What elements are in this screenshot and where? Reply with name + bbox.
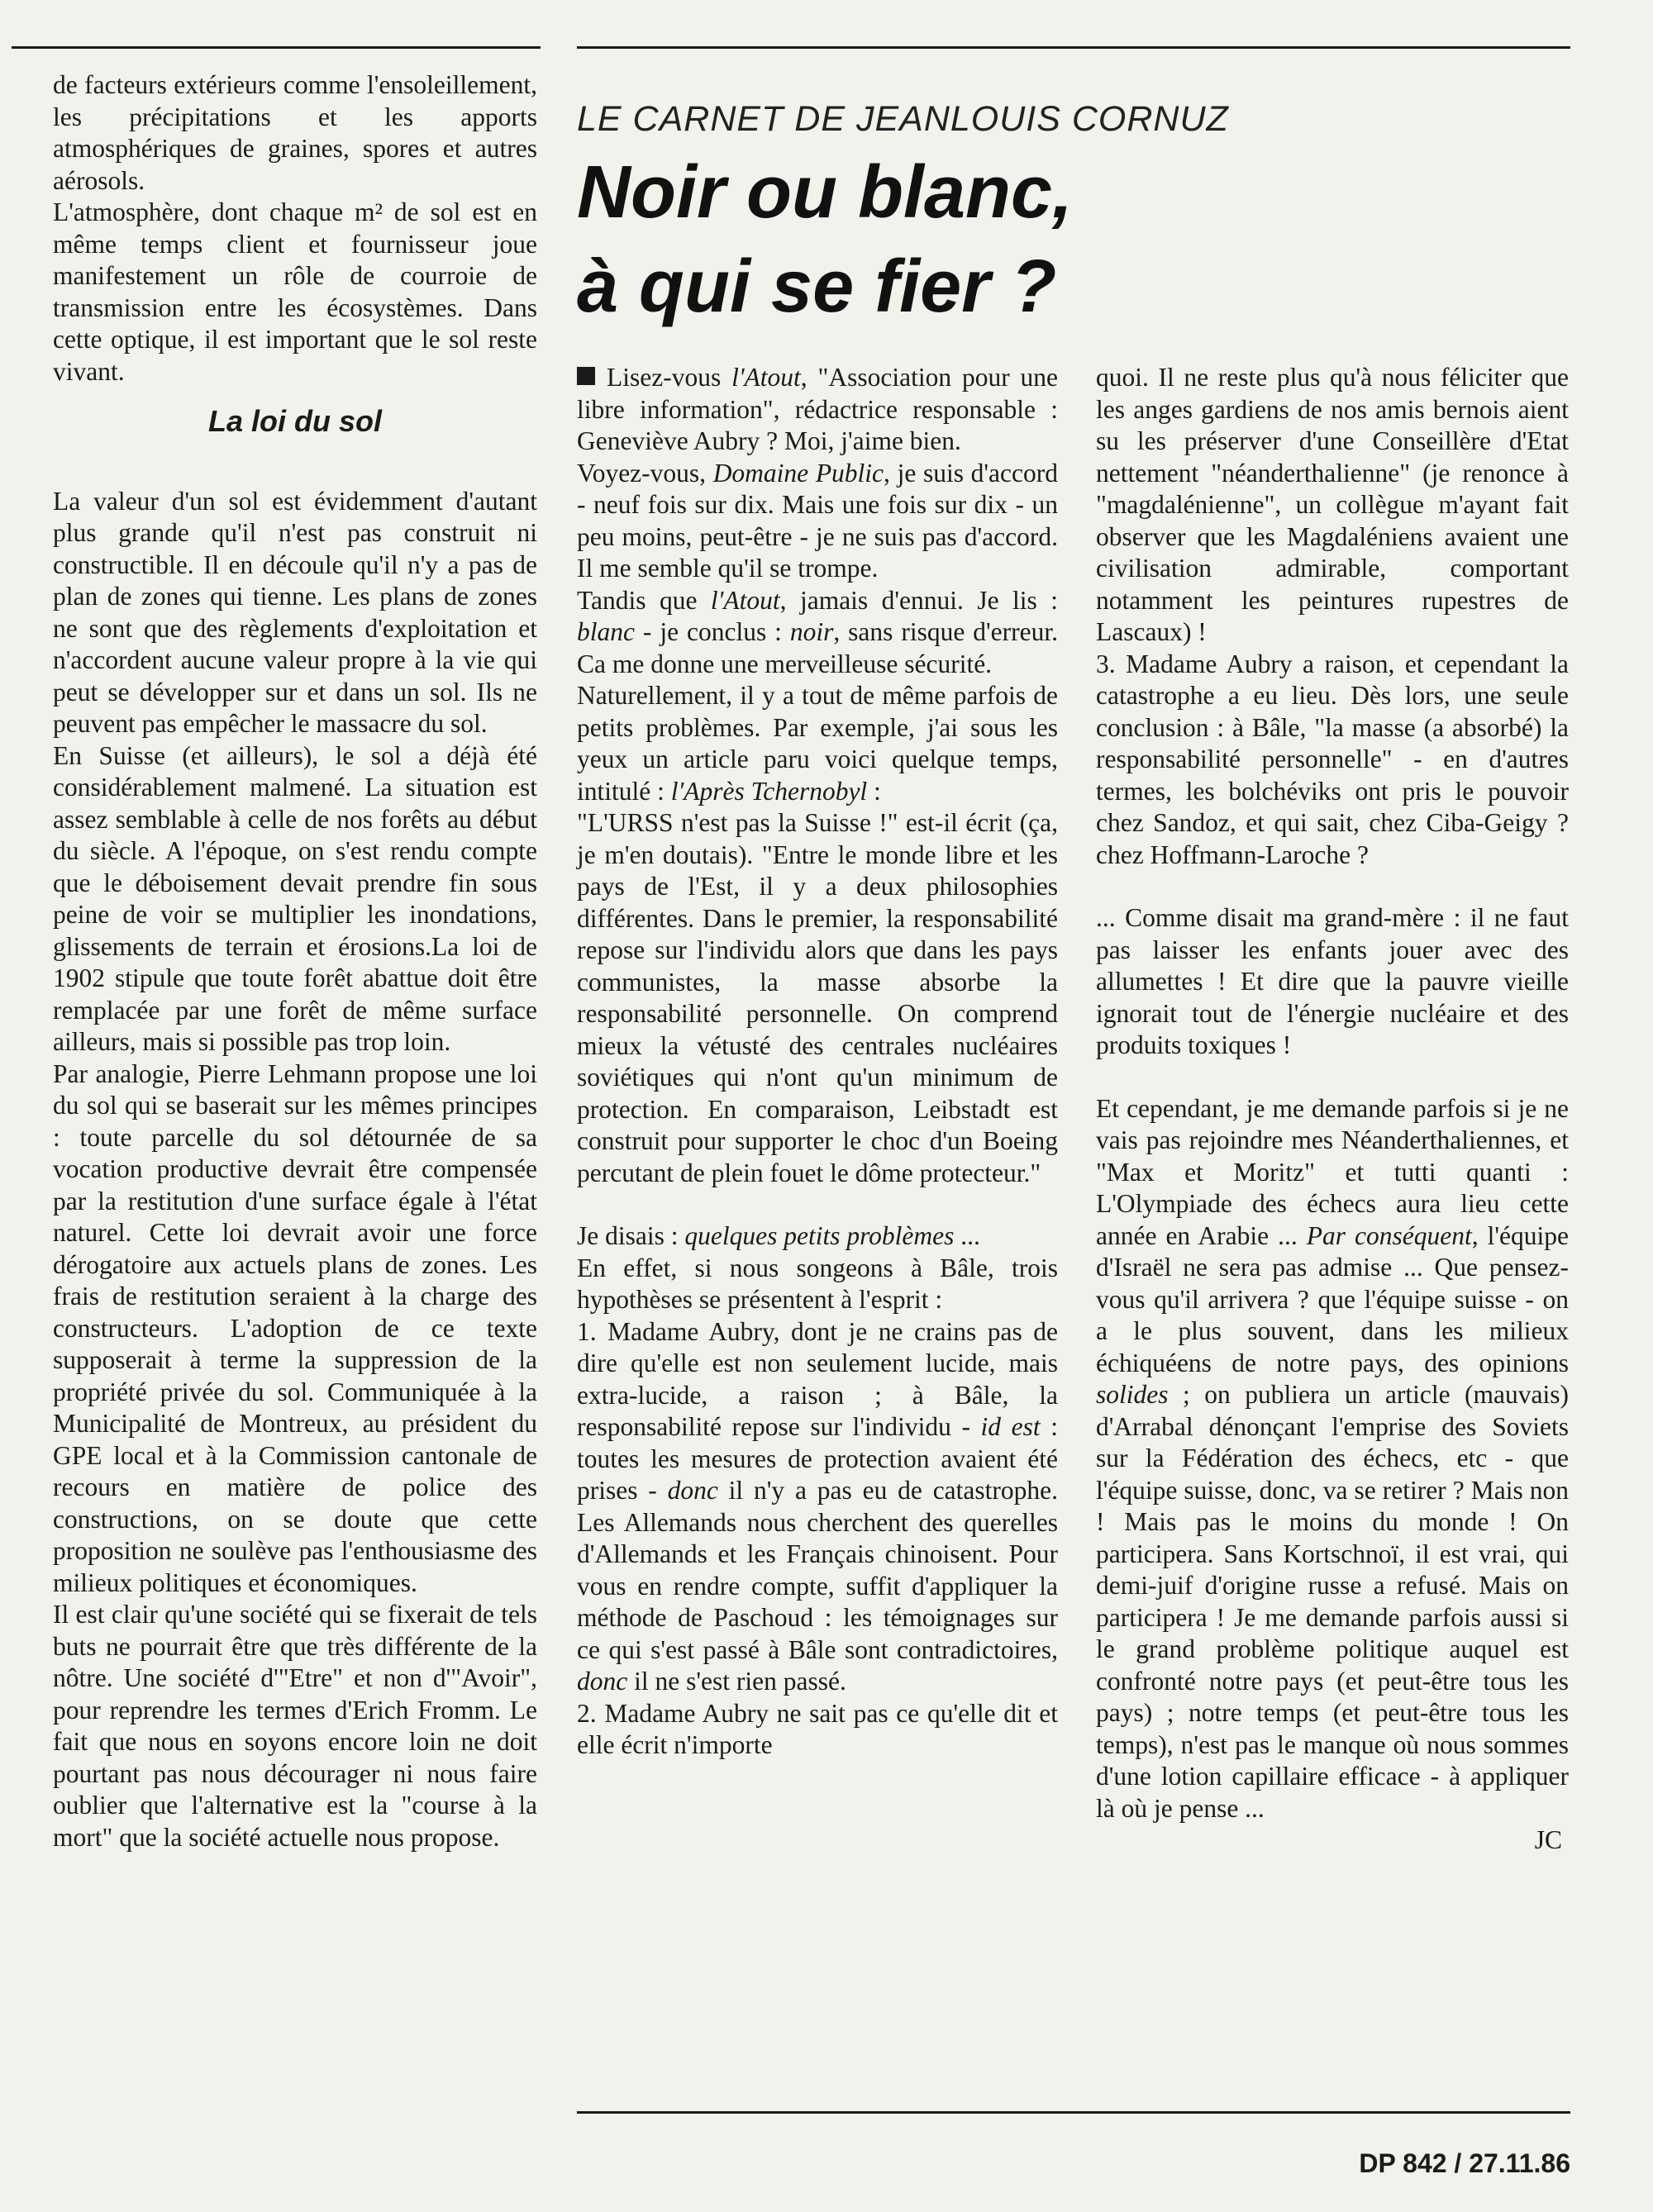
issue-footer: DP 842 / 27.11.86 — [1359, 2148, 1570, 2178]
mid-paragraph-8: 1. Madame Aubry, dont je ne crains pas de dire qu'elle est non seulement lucide, mais extra-lucide, a raison ; à Bâle, la responsabilité repose sur l'individu - id est : toutes les mesures de protection avaient été prises - donc il n'y a pas eu de catastrophe. Les Allemands nous cherchent des querelles d'Allemands et les Français chinoisent. Pour vous en rendre compte, suffit d'appliquer la méthode de Paschoud : les témoignages sur ce qui s'est passé à Bâle sont contradictoires, donc il ne s'est rien passé. — [577, 1316, 1058, 1696]
paragraph-gap — [1096, 871, 1569, 902]
left-paragraph-4: En Suisse (et ailleurs), le sol a déjà été considérablement malmené. La situation est assez semblable à celle de nos forêts au début du siècle. A l'époque, on s'est rendu compte que le déboisement devait prendre fin sous peine de voir se multiplier les inondations, glissements de terrain et érosions.La loi de 1902 stipule que toute forêt abattue doit être remplacée par une forêt de même surface ailleurs, mais si possible pas trop loin. — [53, 740, 537, 1056]
right-paragraph-2: 3. Madame Aubry a raison, et cependant la catastrophe a eu lieu. Dès lors, une seule conclusion : à Bâle, "la masse (a absorbé) la responsabilité personnelle" - en d'autres termes, les bolchéviks ont pris le pouvoir chez Sandoz, et qui sait, chez Ciba-Geigy ? chez Hoffmann-Laroche ? — [1096, 649, 1569, 869]
article-kicker: LE CARNET DE JEANLOUIS CORNUZ — [577, 99, 1229, 139]
mid-paragraph-1: Lisez-vous l'Atout, "Association pour une libre information", rédactrice responsable : Geneviève Aubry ? Moi, j'aime bien. — [577, 363, 1059, 455]
headline-line-2: à qui se fier ? — [577, 245, 1057, 328]
left-column-top-rule — [12, 46, 541, 49]
mid-paragraph-9: 2. Madame Aubry ne sait pas ce qu'elle dit et elle écrit n'importe — [577, 1698, 1058, 1759]
paragraph-gap — [577, 1189, 1058, 1220]
author-signature: JC — [1534, 1825, 1562, 1854]
mid-paragraph-5: "L'URSS n'est pas la Suisse !" est-il écrit (ça, je m'en doutais). "Entre le monde libre et les pays de l'Est, il y a deux philosophies différentes. Dans le premier, la responsabilité repose sur l'individu alors que dans les pays communistes, la masse absorbe la responsabilité personnelle. On comprend mieux la vétusté des centrales nucléaires soviétiques qui n'ont qu'un minimum de protection. En comparaison, Leibstadt est construit pour supporter le choc d'un Boeing percutant de plein fouet le dôme protecteur." — [577, 808, 1058, 1187]
left-paragraph-3: La valeur d'un sol est évidemment d'autant plus grande qu'il n'est pas construit ni constructible. Il en découle qu'il n'y a pas de plan de zones qui tienne. Les plans de zones ne sont que des règlements d'exploitation et n'accordent aucune valeur propre à la vie qui peut se développer sur et dans un sol. Ils ne peuvent pas empêcher le massacre du sol. — [53, 486, 537, 738]
mid-paragraph-2: Voyez-vous, Domaine Public, je suis d'accord - neuf fois sur dix. Mais une fois sur dix - un peu moins, peut-être - je ne suis pas d'accord. Il me semble qu'il se trompe. — [577, 458, 1058, 583]
article-column-right — [1096, 362, 1569, 1857]
left-paragraph-6: Il est clair qu'une société qui se fixerait de tels buts ne pourrait être que très différente de la nôtre. Une société d'"Etre" et non d'"Avoir", pour reprendre les termes d'Erich Fromm. Le fait que nous en soyons encore loin ne doit pourtant pas nous décourager ni nous faire oublier que l'alternative est la "course à la mort" que la société actuelle nous propose. — [53, 1600, 537, 1852]
article-headline — [577, 145, 1569, 334]
mid-paragraph-4: Naturellement, il y a tout de même parfois de petits problèmes. Par exemple, j'ai sous les yeux un article paru voici quelque temps, intitulé : l'Après Tchernobyl : — [577, 681, 1058, 806]
right-paragraph-3: ... Comme disait ma grand-mère : il ne faut pas laisser les enfants jouer avec des allumettes ! Et dire que la pauvre vieille ignorait tout de l'énergie nucléaire et des produits toxiques ! — [1096, 903, 1569, 1059]
right-paragraph-4: Et cependant, je me demande parfois si je ne vais pas rejoindre mes Néanderthaliennes, et "Max et Moritz" et tutti quanti : L'Olympiade des échecs aura lieu cette année en Arabie ... Par conséquent, l'équipe d'Israël ne sera pas admise ... Que pensez-vous qu'il arrivera ? que l'équipe suisse - on a le plus souvent, dans les milieux échiquéens de notre pays, des opinions solides ; on publiera un article (mauvais) d'Arrabal dénonçant l'emprise des Soviets sur la Fédération des échecs, etc - que l'équipe suisse, donc, va se retirer ? Mais non ! Mais pas le moins du monde ! On participera. Sans Kortschnoï, il est vrai, qui demi-juif d'origine russe a refusé. Mais on participera ! Je me demande parfois aussi si le grand problème politique auquel est confronté notre pays (et peut-être tous les pays) ; notre temps (et peut-être tous les temps), n'est pas le manque où nous sommes d'une lotion capillaire efficace - à appliquer là où je pense ... — [1096, 1093, 1569, 1823]
article-bottom-rule — [577, 2111, 1570, 2114]
article-top-rule — [577, 46, 1570, 49]
right-paragraph-1: quoi. Il ne reste plus qu'à nous féliciter que les anges gardiens de nos amis bernois aient su les préserver d'une Conseillère d'Etat nettement "néanderthalienne" (je renonce à "magdalénienne", un collègue m'ayant fait observer que les Magdaléniens avaient une civilisation admirable, comportant notamment les peintures rupestres de Lascaux) ! — [1096, 363, 1569, 646]
left-paragraph-5: Par analogie, Pierre Lehmann propose une loi du sol qui se baserait sur les mêmes principes : toute parcelle du sol détournée de sa vocation productive devrait être compensée par la restitution d'une surface égale à l'état naturel. Cette loi devrait avoir une force dérogatoire aux actuels plans de zones. Les frais de restitution seraient à la charge des constructeurs. L'adoption de ce texte supposerait à terme la suppression de la propriété privée du sol. Communiquée à la Municipalité de Montreux, au président du GPE local et à la Commission cantonale de recours en matière de police des constructions, on se doute que cette proposition ne soulève pas l'enthousiasme des milieux politiques et économiques. — [53, 1058, 537, 1597]
section-subheading: La loi du sol — [207, 404, 382, 438]
mid-paragraph-6: Je disais : quelques petits problèmes ... — [577, 1221, 980, 1250]
left-paragraph-2: L'atmosphère, dont chaque m² de sol est en même temps client et fournisseur joue manifestement un rôle de courroie de transmission entre les écosystèmes. Dans cette optique, il est important que le sol reste vivant. — [53, 197, 537, 386]
article-column-middle — [577, 362, 1058, 1762]
square-bullet-icon — [577, 367, 595, 385]
left-paragraph-1: de facteurs extérieurs comme l'ensoleillement, les précipitations et les apports atmosphériques de graines, spores et autres aérosols. — [53, 70, 537, 195]
headline-line-1: Noir ou blanc, — [577, 151, 1074, 234]
mid-paragraph-7: En effet, si nous songeons à Bâle, trois hypothèses se présentent à l'esprit : — [577, 1253, 1058, 1314]
left-column — [53, 69, 537, 1853]
paragraph-gap — [1096, 1062, 1569, 1093]
mid-paragraph-3: Tandis que l'Atout, jamais d'ennui. Je lis : blanc - je conclus : noir, sans risque d'erreur. Ca me donne une merveilleuse sécurité. — [577, 585, 1058, 678]
